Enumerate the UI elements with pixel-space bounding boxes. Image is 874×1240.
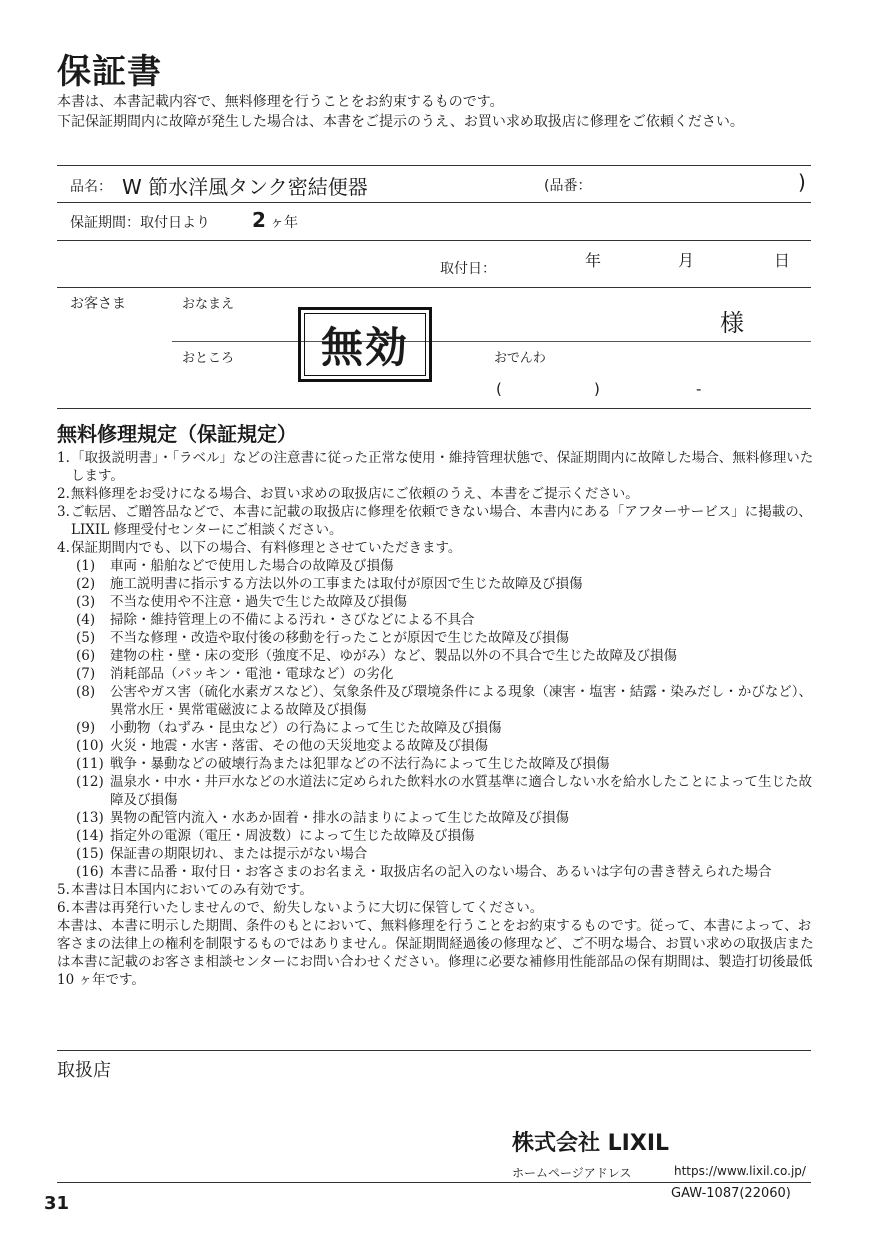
document-code: GAW-1087(22060) [671, 1186, 791, 1201]
rule-text: 本書は日本国内においてのみ有効です。 [71, 882, 313, 898]
install-month: 月 [678, 251, 695, 270]
sub-rule-item [57, 863, 817, 881]
divider [57, 287, 811, 288]
sub-rule-item [57, 719, 817, 737]
homepage-label: ホームページアドレス [512, 1166, 632, 1180]
intro-line-1: 本書は、本書記載内容で、無料修理を行うことをお約束するものです。 [57, 94, 504, 110]
sub-rule-number: (12) [76, 774, 104, 790]
sub-rule-number: (3) [76, 594, 96, 610]
warranty-years: 2 [252, 208, 266, 232]
rule-number: 5. [57, 882, 70, 898]
sub-rule-text: 車両・船舶などで使用した場合の故障及び損傷 [110, 558, 394, 574]
rule-item [57, 899, 817, 917]
sub-rule-number: (6) [76, 648, 96, 664]
sub-rule-number: (10) [76, 738, 104, 754]
divider [172, 341, 811, 342]
divider [57, 408, 811, 409]
sub-rule-text: 指定外の電源（電圧・周波数）によって生じた故障及び損傷 [110, 828, 475, 844]
sub-rule-item [57, 737, 817, 755]
sub-rule-item [57, 557, 817, 575]
sub-rule-text: 掃除・維持管理上の不備による汚れ・さびなどによる不具合 [110, 612, 475, 628]
sub-rule-item [57, 647, 817, 665]
sub-rule-number: (5) [76, 630, 96, 646]
rule-number: 3. [57, 504, 70, 520]
sub-rule-text: 異物の配管内流入・水あか固着・排水の詰まりによって生じた故障及び損傷 [110, 810, 569, 826]
intro-text [57, 92, 817, 132]
sub-rule-number: (7) [76, 666, 96, 682]
rule-number: 4. [57, 540, 70, 556]
divider [57, 1050, 811, 1051]
warranty-label: 保証期間：取付日より [70, 215, 210, 231]
rule-text: 本書は再発行いたしませんので、紛失しないように大切に保管してください。 [71, 900, 544, 916]
rule-text: 「取扱説明書」・「ラベル」などの注意書に従った正常な使用・維持管理状態で、保証期間内に故障した場合、無料修理いたします。 [71, 450, 814, 484]
divider [57, 202, 811, 203]
customer-honorific: 様 [720, 309, 744, 337]
sub-rule-item [57, 575, 817, 593]
sub-rule-text: 不当な修理・改造や取付後の移動を行ったことが原因で生じた故障及び損傷 [110, 630, 569, 646]
rule-number: 2. [57, 486, 70, 502]
product-label: 品名： [70, 179, 112, 195]
rule-text: 無料修理をお受けになる場合、お買い求めの取扱店にご依頼のうえ、本書をご提示ください。 [71, 486, 639, 502]
intro-line-2: 下記保証期間内に故障が発生した場合は、本書をご提示のうえ、お買い求め取扱店に修理をご依頼ください。 [57, 114, 744, 130]
sub-rule-number: (8) [76, 684, 96, 700]
sub-rule-text: 施工説明書に指示する方法以外の工事または取付が原因で生じた故障及び損傷 [110, 576, 583, 592]
sub-rule-text: 小動物（ねずみ・昆虫など）の行為によって生じた故障及び損傷 [110, 720, 502, 736]
sub-rule-item [57, 629, 817, 647]
rule-item [57, 881, 817, 899]
sub-rule-text: 本書に品番・取付日・お客さまのお名まえ・取扱店名の記入のない場合、あるいは字句の書き替えられた場合 [110, 864, 772, 880]
sub-rule-item [57, 611, 817, 629]
sub-rule-number: (16) [76, 864, 104, 880]
sub-rule-item [57, 773, 817, 809]
divider [57, 165, 811, 166]
closing-paragraph: 本書は、本書に明示した期間、条件のもとにおいて、無料修理を行うことをお約束するものです。従って、本書によって、お客さまの法律上の権利を制限するものではありません。保証期間経過後の修理など、ご不明な場合、お買い求めの取扱店または本書に記載のお客さま相談センターにお問い合わせください。修理に必要な補修用性能部品の保有期間は、製造打切後最低 10 ヶ年です。 [57, 918, 814, 988]
page-number: 31 [44, 1193, 70, 1214]
divider [57, 1182, 811, 1183]
rule-number: 6. [57, 900, 70, 916]
sub-rule-item [57, 809, 817, 827]
sub-rule-text: 公害やガス害（硫化水素ガスなど）、気象条件及び環境条件による現象（凍害・塩害・結露・染みだし・かびなど）、異常水圧・異常電磁波による故障及び損傷 [110, 684, 812, 718]
phone-paren-close: ) [594, 380, 600, 398]
company-name: 株式会社 LIXIL [512, 1131, 670, 1156]
rule-text: ご転居、ご贈答品などで、本書に記載の取扱店に修理を依頼できない場合、本書内にある「アフターサービス」に掲載の、LIXIL 修理受付センターにご相談ください。 [71, 504, 812, 538]
sub-rule-number: (1) [76, 558, 96, 574]
customer-name-label: おなまえ [182, 297, 235, 312]
sub-rule-text: 温泉水・中水・井戸水などの水道法に定められた飲料水の水質基準に適合しない水を給水したことによって生じた故障及び損傷 [110, 774, 812, 808]
sub-rule-item [57, 665, 817, 683]
install-year: 年 [585, 251, 602, 270]
rules-list [57, 449, 817, 989]
phone-paren-open: ( [496, 380, 502, 398]
rule-item [57, 485, 817, 503]
dealer-label: 取扱店 [57, 1060, 111, 1081]
sub-rule-text: 消耗部品（パッキン・電池・電球など）の劣化 [110, 666, 394, 682]
sub-rule-text: 保証書の期限切れ、または提示がない場合 [110, 846, 368, 862]
rule-item [57, 449, 817, 485]
rules-title: 無料修理規定（保証規定） [57, 422, 297, 446]
install-date-label: 取付日： [440, 261, 496, 277]
sub-rule-item [57, 683, 817, 719]
install-day: 日 [774, 251, 791, 270]
warranty-unit: ヶ年 [270, 215, 298, 231]
sub-rule-text: 戦争・暴動などの破壊行為または犯罪などの不法行為によって生じた故障及び損傷 [110, 756, 610, 772]
rule-text: 保証期間内でも、以下の場合、有料修理とさせていただきます。 [71, 540, 462, 556]
sub-rule-item [57, 827, 817, 845]
sub-rule-text: 建物の柱・壁・床の変形（強度不足、ゆがみ）など、製品以外の不具合で生じた故障及び損傷 [110, 648, 677, 664]
homepage-url: https://www.lixil.co.jp/ [674, 1164, 806, 1178]
page-title: 保証書 [57, 52, 162, 92]
void-stamp [298, 307, 432, 382]
customer-address-label: おところ [182, 351, 235, 366]
rule-number: 1. [57, 450, 70, 466]
sub-rule-number: (2) [76, 576, 96, 592]
customer-phone-label: おでんわ [494, 351, 546, 366]
product-number-label: (品番： [544, 178, 592, 194]
sub-rule-item [57, 845, 817, 863]
sub-rule-text: 火災・地震・水害・落雷、その他の天災地変よる故障及び損傷 [110, 738, 488, 754]
sub-rule-number: (4) [76, 612, 96, 628]
void-stamp-text: 無効 [304, 313, 426, 376]
sub-rule-number: (15) [76, 846, 104, 862]
product-number-close: ) [798, 170, 806, 194]
sub-rule-text: 不当な使用や不注意・過失で生じた故障及び損傷 [110, 594, 407, 610]
sub-rule-item [57, 593, 817, 611]
customer-label: お客さま [70, 296, 126, 312]
rule-item [57, 539, 817, 557]
sub-rule-number: (11) [76, 756, 104, 772]
phone-dash: - [696, 380, 702, 398]
product-name: W 節水洋風タンク密結便器 [122, 175, 368, 199]
sub-rule-number: (13) [76, 810, 104, 826]
sub-rule-item [57, 755, 817, 773]
divider [57, 240, 811, 241]
sub-rule-number: (14) [76, 828, 104, 844]
rule-item [57, 503, 817, 539]
sub-rule-number: (9) [76, 720, 96, 736]
